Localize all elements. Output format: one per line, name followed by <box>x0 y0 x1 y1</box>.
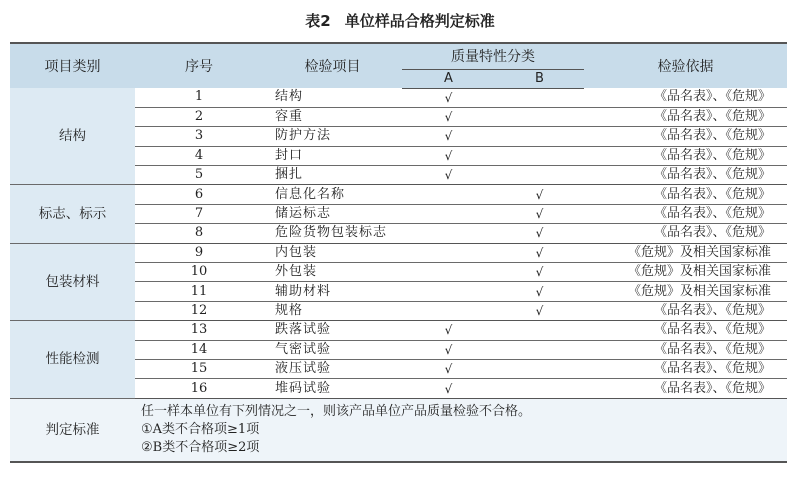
seq-cell: 4 <box>135 146 263 165</box>
seq-cell: 1 <box>135 88 263 107</box>
class-b-mark <box>495 146 584 165</box>
class-a-mark: √ <box>402 146 495 165</box>
item-cell: 危险货物包装标志 <box>263 224 402 243</box>
class-b-mark <box>495 321 584 340</box>
class-b-mark: √ <box>495 243 584 262</box>
table-caption <box>0 0 800 40</box>
table-number: 表2 <box>305 11 331 30</box>
seq-cell: 9 <box>135 243 263 262</box>
seq-cell: 12 <box>135 301 263 320</box>
table-title: 单位样品合格判定标准 <box>344 11 495 30</box>
class-b-mark: √ <box>495 301 584 320</box>
class-a-mark <box>402 263 495 282</box>
item-cell: 结构 <box>263 88 402 107</box>
header-class-b: B <box>495 69 584 88</box>
category-cell: 结构 <box>10 88 135 185</box>
seq-cell: 8 <box>135 224 263 243</box>
seq-cell: 16 <box>135 379 263 398</box>
class-a-mark: √ <box>402 166 495 185</box>
category-cell: 包装材料 <box>10 243 135 321</box>
judgement-text <box>135 398 787 462</box>
item-cell: 气密试验 <box>263 340 402 359</box>
table-row <box>10 243 787 262</box>
class-b-mark: √ <box>495 263 584 282</box>
class-b-mark <box>495 107 584 126</box>
table-row <box>10 88 787 107</box>
class-a-mark <box>402 204 495 223</box>
seq-cell: 7 <box>135 204 263 223</box>
criteria-table <box>10 42 787 463</box>
class-a-mark: √ <box>402 340 495 359</box>
item-cell: 封口 <box>263 146 402 165</box>
header-seq: 序号 <box>135 43 263 88</box>
class-a-mark <box>402 282 495 301</box>
class-a-mark: √ <box>402 321 495 340</box>
class-b-mark: √ <box>495 282 584 301</box>
class-a-mark: √ <box>402 359 495 378</box>
seq-cell: 11 <box>135 282 263 301</box>
header-category: 项目类别 <box>10 43 135 88</box>
class-a-mark: √ <box>402 107 495 126</box>
table-row <box>10 185 787 204</box>
class-b-mark: √ <box>495 185 584 204</box>
item-cell: 储运标志 <box>263 204 402 223</box>
category-cell: 性能检测 <box>10 321 135 399</box>
item-cell: 防护方法 <box>263 127 402 146</box>
judgement-line: ②B类不合格项≥2项 <box>141 439 260 455</box>
basis-cell: 《品名表》、《危规》 <box>584 379 787 398</box>
basis-cell: 《品名表》、《危规》 <box>584 107 787 126</box>
table-body <box>10 88 787 462</box>
class-a-mark <box>402 185 495 204</box>
class-a-mark: √ <box>402 379 495 398</box>
basis-cell: 《危规》及相关国家标准 <box>584 263 787 282</box>
class-a-mark: √ <box>402 127 495 146</box>
item-cell: 内包装 <box>263 243 402 262</box>
class-a-mark <box>402 224 495 243</box>
judgement-label: 判定标准 <box>10 398 135 462</box>
basis-cell: 《品名表》、《危规》 <box>584 127 787 146</box>
judgement-line: 任一样本单位有下列情况之一，则该产品单位产品质量检验不合格。 <box>141 403 532 419</box>
judgement-line: ①A类不合格项≥1项 <box>141 421 260 437</box>
seq-cell: 13 <box>135 321 263 340</box>
class-b-mark <box>495 359 584 378</box>
class-a-mark <box>402 243 495 262</box>
basis-cell: 《品名表》、《危规》 <box>584 166 787 185</box>
seq-cell: 2 <box>135 107 263 126</box>
basis-cell: 《品名表》、《危规》 <box>584 224 787 243</box>
header-class-a: A <box>402 69 495 88</box>
class-b-mark <box>495 127 584 146</box>
class-b-mark <box>495 379 584 398</box>
basis-cell: 《品名表》、《危规》 <box>584 185 787 204</box>
seq-cell: 10 <box>135 263 263 282</box>
item-cell: 容重 <box>263 107 402 126</box>
item-cell: 堆码试验 <box>263 379 402 398</box>
class-b-mark: √ <box>495 224 584 243</box>
header-basis: 检验依据 <box>584 43 787 88</box>
basis-cell: 《品名表》、《危规》 <box>584 204 787 223</box>
class-b-mark <box>495 340 584 359</box>
basis-cell: 《品名表》、《危规》 <box>584 301 787 320</box>
basis-cell: 《品名表》、《危规》 <box>584 88 787 107</box>
item-cell: 跌落试验 <box>263 321 402 340</box>
basis-cell: 《品名表》、《危规》 <box>584 146 787 165</box>
table-row <box>10 321 787 340</box>
class-b-mark <box>495 166 584 185</box>
item-cell: 辅助材料 <box>263 282 402 301</box>
basis-cell: 《品名表》、《危规》 <box>584 340 787 359</box>
header-item: 检验项目 <box>263 43 402 88</box>
class-b-mark <box>495 88 584 107</box>
item-cell: 外包装 <box>263 263 402 282</box>
basis-cell: 《危规》及相关国家标准 <box>584 282 787 301</box>
item-cell: 信息化名称 <box>263 185 402 204</box>
class-b-mark: √ <box>495 204 584 223</box>
class-a-mark <box>402 301 495 320</box>
judgement-row <box>10 398 787 462</box>
seq-cell: 6 <box>135 185 263 204</box>
seq-cell: 3 <box>135 127 263 146</box>
category-cell: 标志、标示 <box>10 185 135 243</box>
item-cell: 规格 <box>263 301 402 320</box>
class-a-mark: √ <box>402 88 495 107</box>
basis-cell: 《危规》及相关国家标准 <box>584 243 787 262</box>
item-cell: 液压试验 <box>263 359 402 378</box>
seq-cell: 15 <box>135 359 263 378</box>
seq-cell: 5 <box>135 166 263 185</box>
header-quality: 质量特性分类 <box>402 43 584 69</box>
basis-cell: 《品名表》、《危规》 <box>584 321 787 340</box>
item-cell: 捆扎 <box>263 166 402 185</box>
basis-cell: 《品名表》、《危规》 <box>584 359 787 378</box>
seq-cell: 14 <box>135 340 263 359</box>
